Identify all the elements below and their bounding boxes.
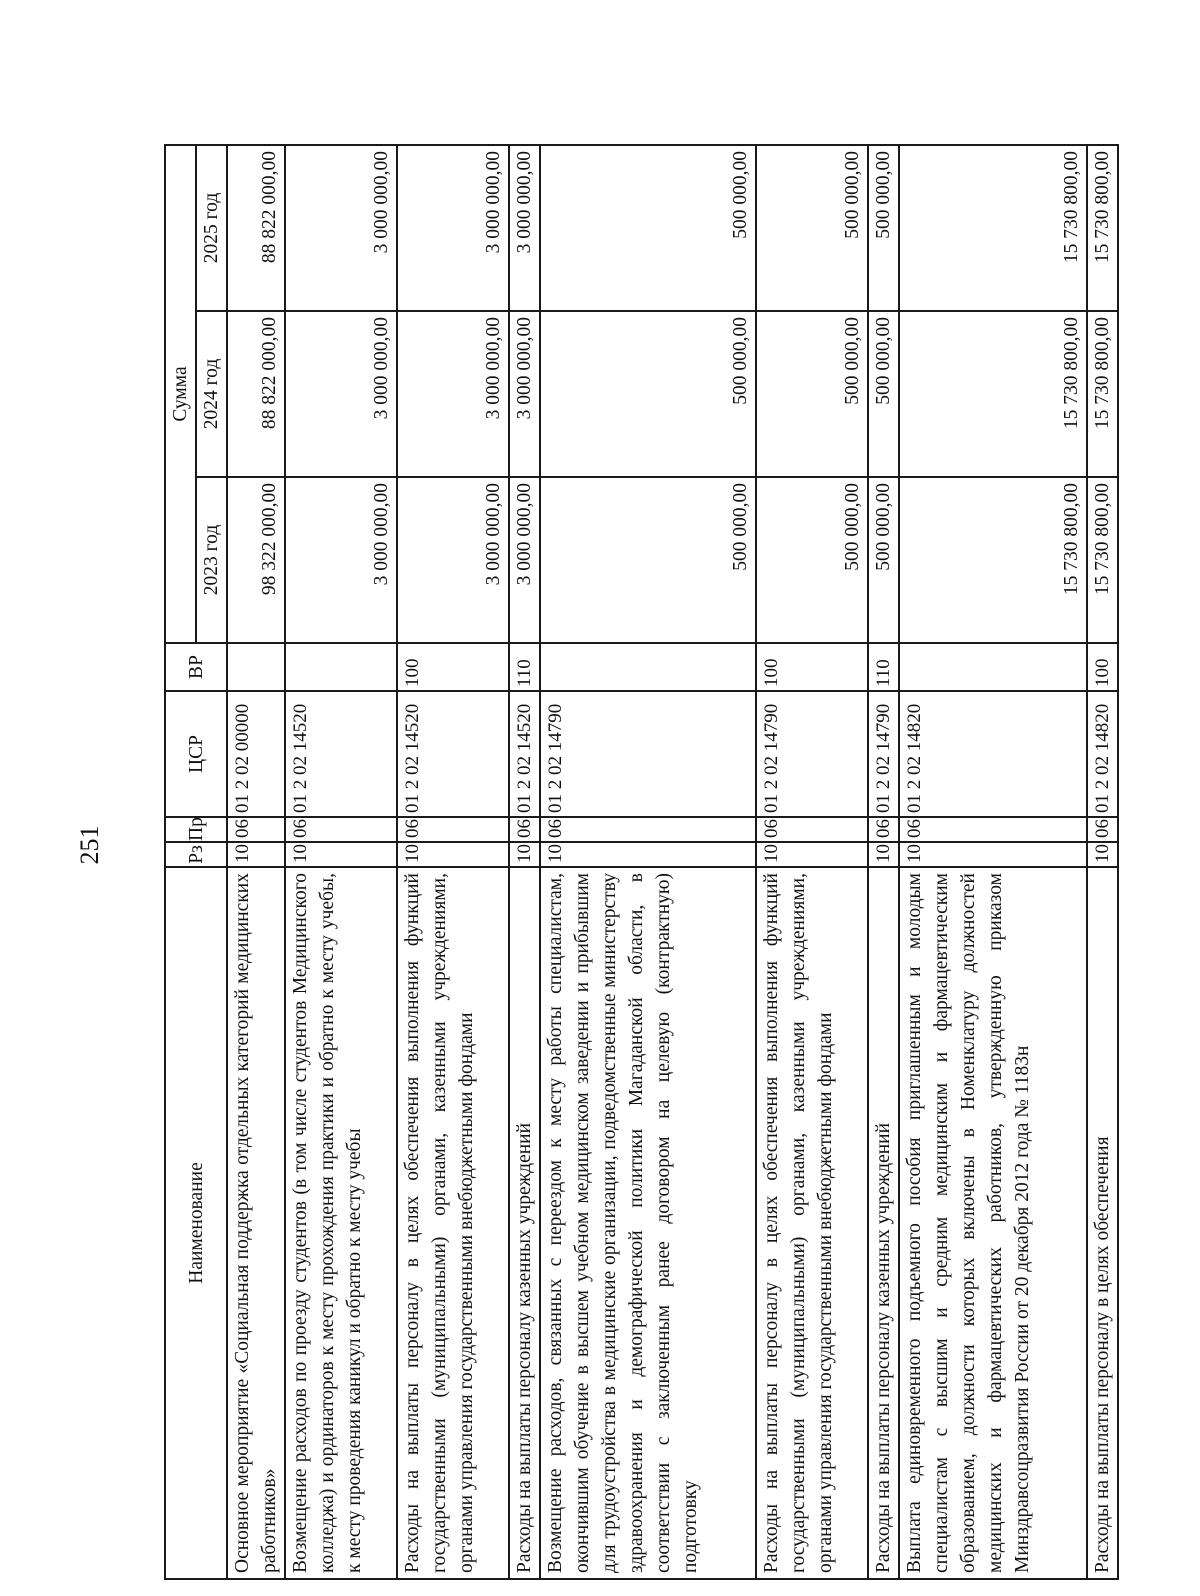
row-vr: 110 xyxy=(868,643,899,691)
row-pr: 06 xyxy=(285,817,397,842)
row-2025: 88 822 000,00 xyxy=(227,145,285,311)
header-name: Наименование xyxy=(165,867,227,1579)
row-name: Основное мероприятие «Социальная поддержка отдельных категорий медицинских работников» xyxy=(227,867,285,1579)
row-pr: 06 xyxy=(540,817,756,842)
page-number: 251 xyxy=(75,825,104,865)
row-vr: 100 xyxy=(1087,643,1118,691)
header-2025: 2025 год xyxy=(196,145,227,311)
row-name: Расходы на выплаты персоналу в целях обеспечения xyxy=(1087,867,1118,1579)
row-2024: 3 000 000,00 xyxy=(285,311,397,477)
row-2023: 98 322 000,00 xyxy=(227,477,285,643)
row-2024: 88 822 000,00 xyxy=(227,311,285,477)
row-csr: 01 2 02 14820 xyxy=(1087,691,1118,817)
row-vr xyxy=(285,643,397,691)
row-2025: 500 000,00 xyxy=(868,145,899,311)
row-2024: 500 000,00 xyxy=(540,311,756,477)
row-csr: 01 2 02 14520 xyxy=(509,691,540,817)
row-name: Расходы на выплаты персоналу в целях обеспечения выполнения функций государственными (муниципальными) органами, казенными учреждениями, органами управления государственными внебюджетными фондами xyxy=(397,867,509,1579)
table-body xyxy=(227,145,1118,1579)
row-pr: 06 xyxy=(227,817,285,842)
row-csr: 01 2 02 14820 xyxy=(899,691,1087,817)
row-csr: 01 2 02 14790 xyxy=(540,691,756,817)
row-pr: 06 xyxy=(1087,817,1118,842)
row-rz: 10 xyxy=(1087,842,1118,867)
row-rz: 10 xyxy=(227,842,285,867)
row-vr xyxy=(899,643,1087,691)
row-2023: 500 000,00 xyxy=(756,477,868,643)
row-2023: 3 000 000,00 xyxy=(397,477,509,643)
header-rz: Рз xyxy=(165,842,227,867)
row-csr: 01 2 02 14520 xyxy=(285,691,397,817)
table-header xyxy=(165,145,227,1579)
row-2025: 15 730 800,00 xyxy=(1087,145,1118,311)
row-pr: 06 xyxy=(756,817,868,842)
table-row xyxy=(756,145,868,1579)
header-vr: ВР xyxy=(165,643,227,691)
row-vr: 100 xyxy=(756,643,868,691)
row-csr: 01 2 02 00000 xyxy=(227,691,285,817)
row-2024: 15 730 800,00 xyxy=(899,311,1087,477)
table-row xyxy=(397,145,509,1579)
row-2023: 15 730 800,00 xyxy=(899,477,1087,643)
row-2023: 500 000,00 xyxy=(868,477,899,643)
budget-table xyxy=(164,144,1119,1580)
header-sum: Сумма xyxy=(165,145,196,643)
row-2025: 500 000,00 xyxy=(540,145,756,311)
table-row xyxy=(540,145,756,1579)
table-row xyxy=(868,145,899,1579)
row-name: Расходы на выплаты персоналу казенных учреждений xyxy=(509,867,540,1579)
table-row xyxy=(285,145,397,1579)
row-name: Возмещение расходов по проезду студентов (в том числе студентов Медицинского колледжа) и ординаторов к месту прохождения практики и обратно к месту учебы, к месту проведения каникул и обратно к месту учебы xyxy=(285,867,397,1579)
row-2023: 500 000,00 xyxy=(540,477,756,643)
row-2025: 3 000 000,00 xyxy=(509,145,540,311)
row-2023: 15 730 800,00 xyxy=(1087,477,1118,643)
row-csr: 01 2 02 14790 xyxy=(868,691,899,817)
row-csr: 01 2 02 14790 xyxy=(756,691,868,817)
row-2024: 15 730 800,00 xyxy=(1087,311,1118,477)
row-rz: 10 xyxy=(285,842,397,867)
row-name: Расходы на выплаты персоналу казенных учреждений xyxy=(868,867,899,1579)
row-rz: 10 xyxy=(756,842,868,867)
row-name: Расходы на выплаты персоналу в целях обеспечения выполнения функций государственными (муниципальными) органами, казенными учреждениями, органами управления государственными внебюджетными фондами xyxy=(756,867,868,1579)
row-rz: 10 xyxy=(868,842,899,867)
row-2023: 3 000 000,00 xyxy=(285,477,397,643)
row-pr: 06 xyxy=(509,817,540,842)
row-2025: 500 000,00 xyxy=(756,145,868,311)
table-row xyxy=(899,145,1087,1579)
table-row xyxy=(1087,145,1118,1579)
row-vr xyxy=(227,643,285,691)
row-2025: 15 730 800,00 xyxy=(899,145,1087,311)
row-name: Выплата единовременного подъемного пособия приглашенным и молодым специалистам с высшим и средним медицинским и фармацевтическим образованием, должности которых включены в Номенклатуру должностей медицинских и фармацевтических работников, утвержденную приказом Минздравсоцразвития России от 20 декабря 2012 года № 1183н xyxy=(899,867,1087,1579)
row-vr xyxy=(540,643,756,691)
row-pr: 06 xyxy=(397,817,509,842)
row-name: Возмещение расходов, связанных с переездом к месту работы специалистам, окончившим обучение в высшем учебном медицинском заведении и прибывшим для трудоустройства в медицинские организации, подведомственные министерству здравоохранения и демографической политики Магаданской области, в соответствии с заключенным ранее договором на целевую (контрактную) подготовку xyxy=(540,867,756,1579)
row-pr: 06 xyxy=(899,817,1087,842)
row-2025: 3 000 000,00 xyxy=(397,145,509,311)
row-rz: 10 xyxy=(899,842,1087,867)
row-2025: 3 000 000,00 xyxy=(285,145,397,311)
row-2024: 500 000,00 xyxy=(868,311,899,477)
row-2024: 3 000 000,00 xyxy=(397,311,509,477)
rotated-page-content xyxy=(164,144,1113,1580)
table-row xyxy=(509,145,540,1579)
header-csr: ЦСР xyxy=(165,691,227,817)
row-csr: 01 2 02 14520 xyxy=(397,691,509,817)
row-rz: 10 xyxy=(397,842,509,867)
header-2024: 2024 год xyxy=(196,311,227,477)
table-row xyxy=(227,145,285,1579)
row-2024: 3 000 000,00 xyxy=(509,311,540,477)
row-vr: 110 xyxy=(509,643,540,691)
row-2023: 3 000 000,00 xyxy=(509,477,540,643)
row-vr: 100 xyxy=(397,643,509,691)
header-2023: 2023 год xyxy=(196,477,227,643)
row-pr: 06 xyxy=(868,817,899,842)
row-rz: 10 xyxy=(540,842,756,867)
header-pr: Пр xyxy=(165,817,227,842)
row-2024: 500 000,00 xyxy=(756,311,868,477)
row-rz: 10 xyxy=(509,842,540,867)
